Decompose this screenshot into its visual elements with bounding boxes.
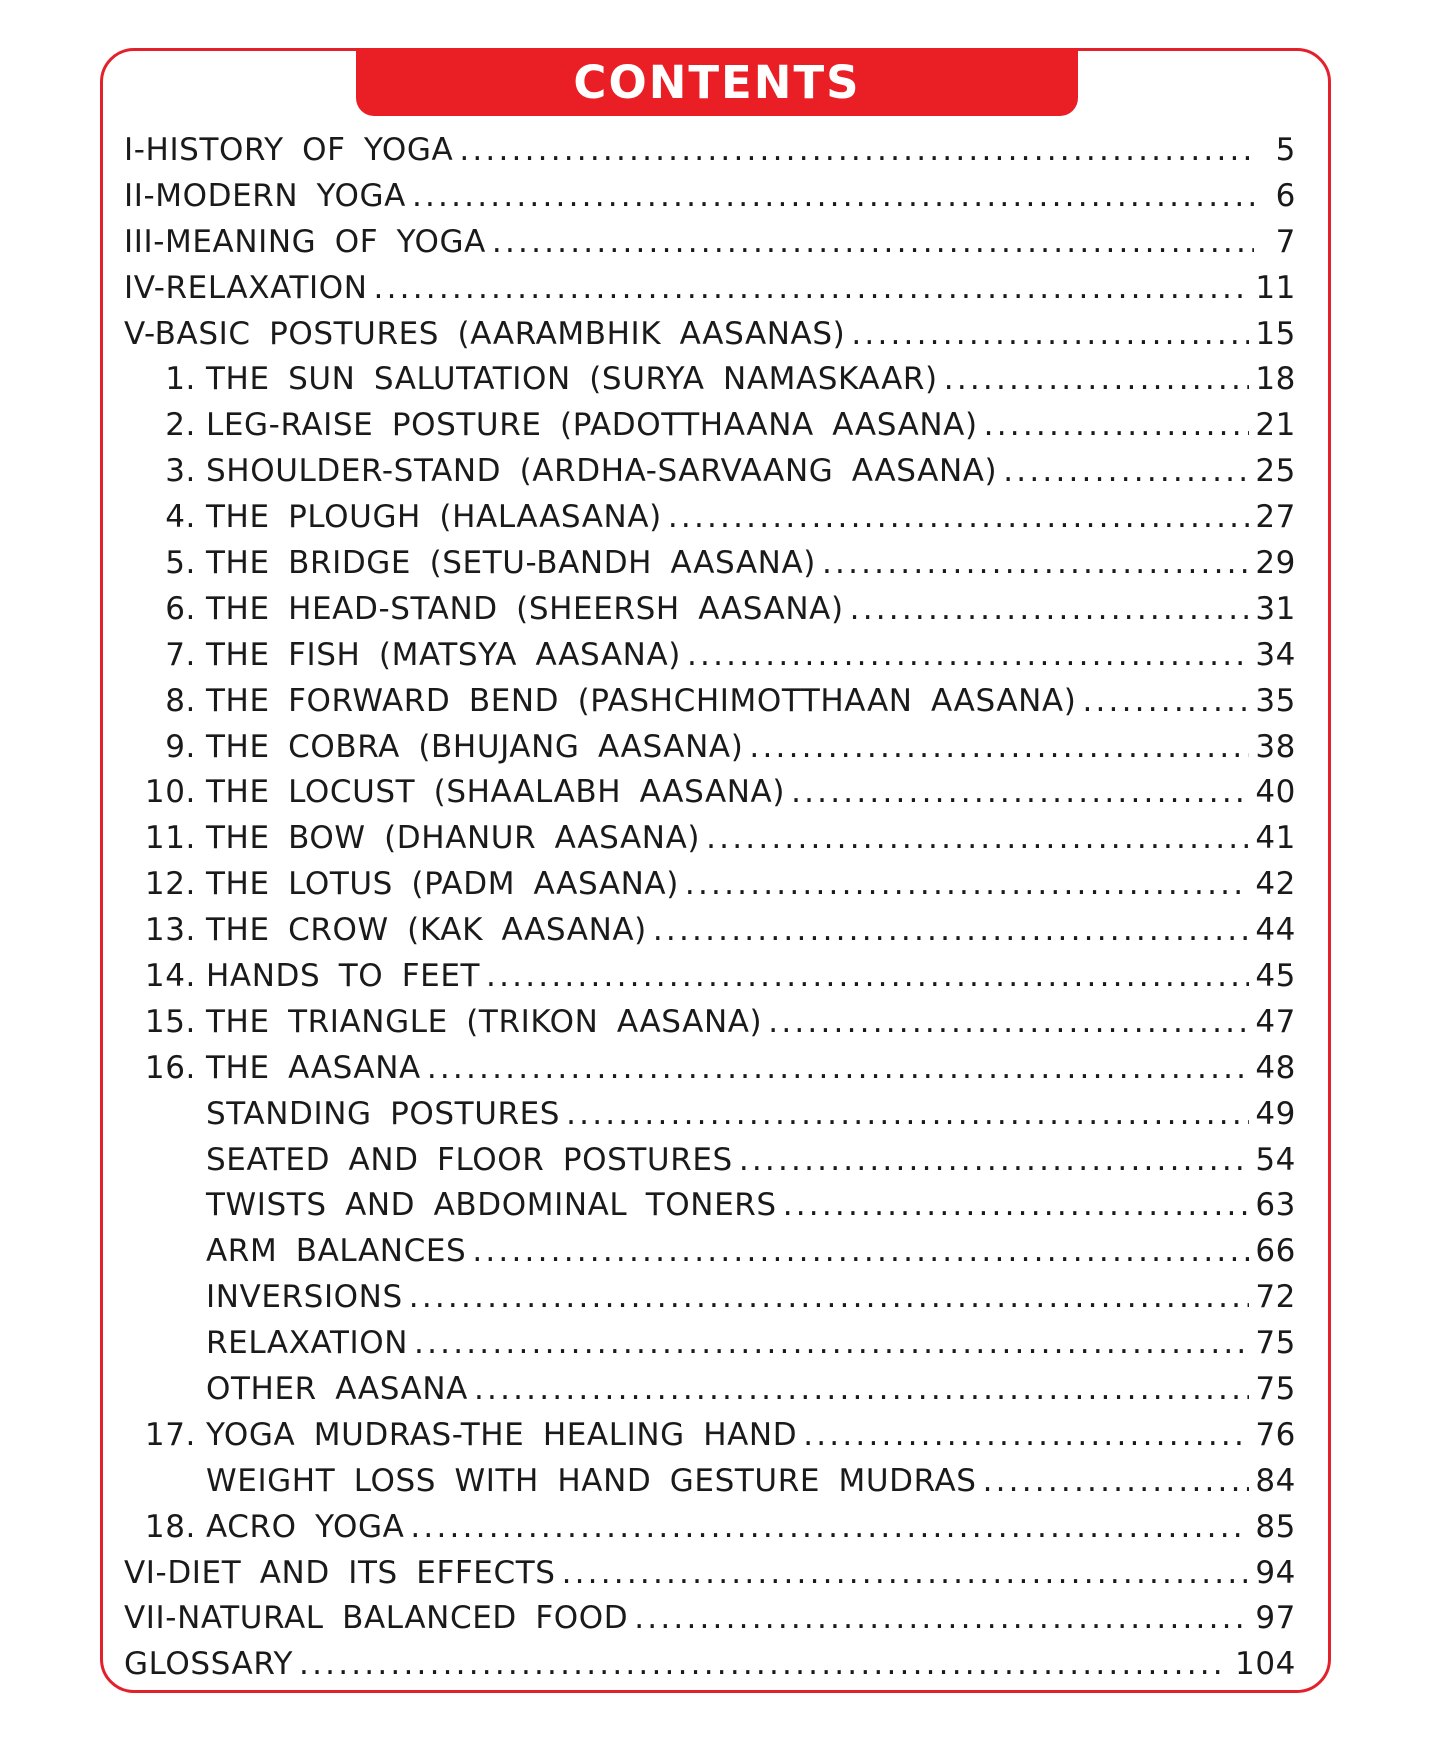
toc-entry-page: 38 <box>1255 728 1296 765</box>
toc-entry-title: STANDING POSTURES <box>206 1095 561 1132</box>
dot-leader <box>851 316 1249 352</box>
toc-entry-title: THE PLOUGH (HALAASANA) <box>206 499 662 536</box>
toc-entry-number: 13. <box>144 912 196 949</box>
toc-entry[interactable] <box>124 724 1296 770</box>
toc-entry-title: LEG-RAISE POSTURE (PADOTTHAANA AASANA) <box>206 407 978 444</box>
page-title: CONTENTS <box>573 55 861 109</box>
toc-entry-page: 75 <box>1255 1370 1296 1407</box>
dot-leader <box>634 1600 1249 1636</box>
toc-entry-title: II-MODERN YOGA <box>124 177 406 214</box>
toc-entry-title: SEATED AND FLOOR POSTURES <box>206 1141 733 1178</box>
dot-leader <box>409 1279 1250 1315</box>
toc-entry-title: ARM BALANCES <box>206 1233 467 1270</box>
toc-entry-page: 94 <box>1255 1554 1296 1591</box>
toc-entry-title: THE SUN SALUTATION (SURYA NAMASKAAR) <box>206 361 938 398</box>
toc-entry[interactable] <box>124 1091 1296 1137</box>
dot-leader <box>791 774 1249 810</box>
toc-entry-page: 84 <box>1255 1462 1296 1499</box>
toc-entry-page: 25 <box>1255 453 1296 490</box>
dot-leader <box>299 1646 1229 1682</box>
toc-entry-title: HANDS TO FEET <box>206 957 481 994</box>
toc-entry-page: 31 <box>1255 590 1296 627</box>
toc-entry-title: I-HISTORY OF YOGA <box>124 131 454 168</box>
toc-entry-number: 3. <box>165 453 196 490</box>
toc-entry-number: 16. <box>144 1049 196 1086</box>
toc-entry[interactable] <box>124 448 1296 494</box>
toc-entry-title: THE LOCUST (SHAALABH AASANA) <box>206 774 786 811</box>
toc-entry-page: 6 <box>1275 177 1296 214</box>
toc-entry-number: 12. <box>144 866 196 903</box>
toc-entry-number: 5. <box>165 544 196 581</box>
dot-leader <box>410 1509 1249 1545</box>
toc-entry-page: 66 <box>1255 1233 1296 1270</box>
contents-banner <box>356 48 1078 116</box>
toc-entry-page: 49 <box>1255 1095 1296 1132</box>
toc-entry-page: 42 <box>1255 866 1296 903</box>
toc-entry-page: 54 <box>1255 1141 1296 1178</box>
toc-entry-title: THE FORWARD BEND (PASHCHIMOTTHAAN AASANA) <box>206 682 1077 719</box>
dot-leader <box>739 1142 1250 1178</box>
toc-entry[interactable] <box>124 127 1296 173</box>
dot-leader <box>768 1004 1249 1040</box>
toc-entry-number: 6. <box>165 590 196 627</box>
dot-leader <box>803 1417 1249 1453</box>
dot-leader <box>685 866 1249 902</box>
dot-leader <box>687 637 1249 673</box>
toc-entry-page: 34 <box>1255 636 1296 673</box>
toc-entry-page: 47 <box>1255 1003 1296 1040</box>
toc-entry-number: 9. <box>165 728 196 765</box>
dot-leader <box>850 591 1250 627</box>
toc-entry-page: 85 <box>1255 1508 1296 1545</box>
toc-entry[interactable] <box>124 1458 1296 1504</box>
dot-leader <box>427 1050 1250 1086</box>
toc-entry-title: THE BOW (DHANUR AASANA) <box>206 820 701 857</box>
toc-entry-number: 18. <box>144 1508 196 1545</box>
toc-entry[interactable] <box>124 540 1296 586</box>
dot-leader <box>984 407 1250 443</box>
toc-entry-page: 41 <box>1255 820 1296 857</box>
toc-entry[interactable] <box>124 815 1296 861</box>
toc-entry-title: THE HEAD-STAND (SHEERSH AASANA) <box>206 590 844 627</box>
toc-entry[interactable] <box>124 861 1296 907</box>
toc-entry-title: THE LOTUS (PADM AASANA) <box>206 866 679 903</box>
dot-leader <box>749 729 1249 765</box>
toc-entry-number: 1. <box>165 361 196 398</box>
toc-entry-page: 29 <box>1255 544 1296 581</box>
toc-entry-page: 5 <box>1275 131 1296 168</box>
toc-entry-number: 17. <box>144 1416 196 1453</box>
toc-entry-page: 21 <box>1255 407 1296 444</box>
toc-entry-page: 35 <box>1255 682 1296 719</box>
toc-entry[interactable] <box>124 1045 1296 1091</box>
toc-entry[interactable] <box>124 586 1296 632</box>
toc-entry-number: 4. <box>165 499 196 536</box>
toc-entry-page: 72 <box>1255 1279 1296 1316</box>
toc-entry-page: 15 <box>1255 315 1296 352</box>
toc-entry-page: 40 <box>1255 774 1296 811</box>
toc-entry[interactable] <box>124 1550 1296 1596</box>
toc-entry-title: VII-NATURAL BALANCED FOOD <box>124 1600 629 1637</box>
dot-leader <box>414 1325 1249 1361</box>
toc-entry-page: 44 <box>1255 912 1296 949</box>
toc-entry-title: THE TRIANGLE (TRIKON AASANA) <box>206 1003 763 1040</box>
dot-leader <box>653 912 1249 948</box>
dot-leader <box>706 820 1249 856</box>
toc-entry[interactable] <box>124 1274 1296 1320</box>
toc-entry-title: RELAXATION <box>206 1325 409 1362</box>
dot-leader <box>492 224 1254 260</box>
toc-entry[interactable] <box>124 1182 1296 1228</box>
dot-leader <box>1082 683 1249 719</box>
toc-entry-title: ACRO YOGA <box>206 1508 405 1545</box>
toc-entry[interactable] <box>124 769 1296 815</box>
dot-leader <box>486 958 1249 994</box>
toc-entry-page: 18 <box>1255 361 1296 398</box>
toc-entry-title: THE FISH (MATSYA AASANA) <box>206 636 681 673</box>
toc-entry-title: IV-RELAXATION <box>124 269 368 306</box>
toc-entry-title: INVERSIONS <box>206 1279 403 1316</box>
toc-entry-page: 104 <box>1235 1646 1296 1683</box>
table-of-contents <box>124 127 1296 1687</box>
dot-leader <box>983 1463 1250 1499</box>
toc-entry[interactable] <box>124 173 1296 219</box>
toc-entry-title: VI-DIET AND ITS EFFECTS <box>124 1554 556 1591</box>
dot-leader <box>459 132 1254 168</box>
toc-entry-page: 27 <box>1255 499 1296 536</box>
dot-leader <box>566 1096 1249 1132</box>
toc-entry-page: 76 <box>1255 1416 1296 1453</box>
toc-entry[interactable] <box>124 678 1296 724</box>
dot-leader <box>783 1187 1250 1223</box>
toc-entry-number: 10. <box>144 774 196 811</box>
toc-entry-number: 7. <box>165 636 196 673</box>
toc-entry-page: 45 <box>1255 957 1296 994</box>
toc-entry-number: 8. <box>165 682 196 719</box>
toc-entry-number: 15. <box>144 1003 196 1040</box>
toc-entry-title: V-BASIC POSTURES (AARAMBHIK AASANAS) <box>124 315 846 352</box>
toc-entry-page: 63 <box>1255 1187 1296 1224</box>
toc-entry[interactable] <box>124 1504 1296 1550</box>
toc-entry[interactable] <box>124 311 1296 357</box>
toc-entry-number: 2. <box>165 407 196 444</box>
toc-entry-title: TWISTS AND ABDOMINAL TONERS <box>206 1187 777 1224</box>
toc-entry-title: YOGA MUDRAS-THE HEALING HAND <box>206 1416 798 1453</box>
toc-entry[interactable] <box>124 1137 1296 1183</box>
toc-entry-number: 14. <box>144 957 196 994</box>
toc-entry-page: 48 <box>1255 1049 1296 1086</box>
toc-entry[interactable] <box>124 402 1296 448</box>
toc-entry-title: THE AASANA <box>206 1049 421 1086</box>
toc-entry[interactable] <box>124 1412 1296 1458</box>
dot-leader <box>822 545 1249 581</box>
dot-leader <box>374 270 1250 306</box>
toc-entry[interactable] <box>124 494 1296 540</box>
toc-entry[interactable] <box>124 1596 1296 1642</box>
dot-leader <box>472 1233 1249 1269</box>
toc-entry-title: III-MEANING OF YOGA <box>124 223 486 260</box>
toc-entry-page: 97 <box>1255 1600 1296 1637</box>
toc-entry[interactable] <box>124 219 1296 265</box>
toc-entry[interactable] <box>124 907 1296 953</box>
toc-entry[interactable] <box>124 1320 1296 1366</box>
toc-entry-title: OTHER AASANA <box>206 1370 468 1407</box>
toc-entry-title: THE BRIDGE (SETU-BANDH AASANA) <box>206 544 816 581</box>
toc-entry-title: WEIGHT LOSS WITH HAND GESTURE MUDRAS <box>206 1462 977 1499</box>
toc-entry[interactable] <box>124 1366 1296 1412</box>
toc-entry[interactable] <box>124 999 1296 1045</box>
toc-entry-number: 11. <box>144 820 196 857</box>
toc-entry-page: 11 <box>1255 269 1296 306</box>
toc-entry[interactable] <box>124 632 1296 678</box>
dot-leader <box>668 499 1250 535</box>
toc-entry-title: THE COBRA (BHUJANG AASANA) <box>206 728 744 765</box>
dot-leader <box>474 1371 1249 1407</box>
toc-entry-title: THE CROW (KAK AASANA) <box>206 912 647 949</box>
dot-leader <box>412 178 1254 214</box>
toc-entry[interactable] <box>124 1228 1296 1274</box>
toc-entry-page: 7 <box>1275 223 1296 260</box>
toc-entry[interactable] <box>124 1641 1296 1687</box>
toc-entry[interactable] <box>124 953 1296 999</box>
dot-leader <box>562 1555 1250 1591</box>
toc-entry-title: SHOULDER-STAND (ARDHA-SARVAANG AASANA) <box>206 453 998 490</box>
dot-leader <box>1003 453 1249 489</box>
toc-entry-page: 75 <box>1255 1325 1296 1362</box>
toc-entry[interactable] <box>124 265 1296 311</box>
toc-entry-title: GLOSSARY <box>124 1646 294 1683</box>
dot-leader <box>944 361 1250 397</box>
toc-entry[interactable] <box>124 356 1296 402</box>
